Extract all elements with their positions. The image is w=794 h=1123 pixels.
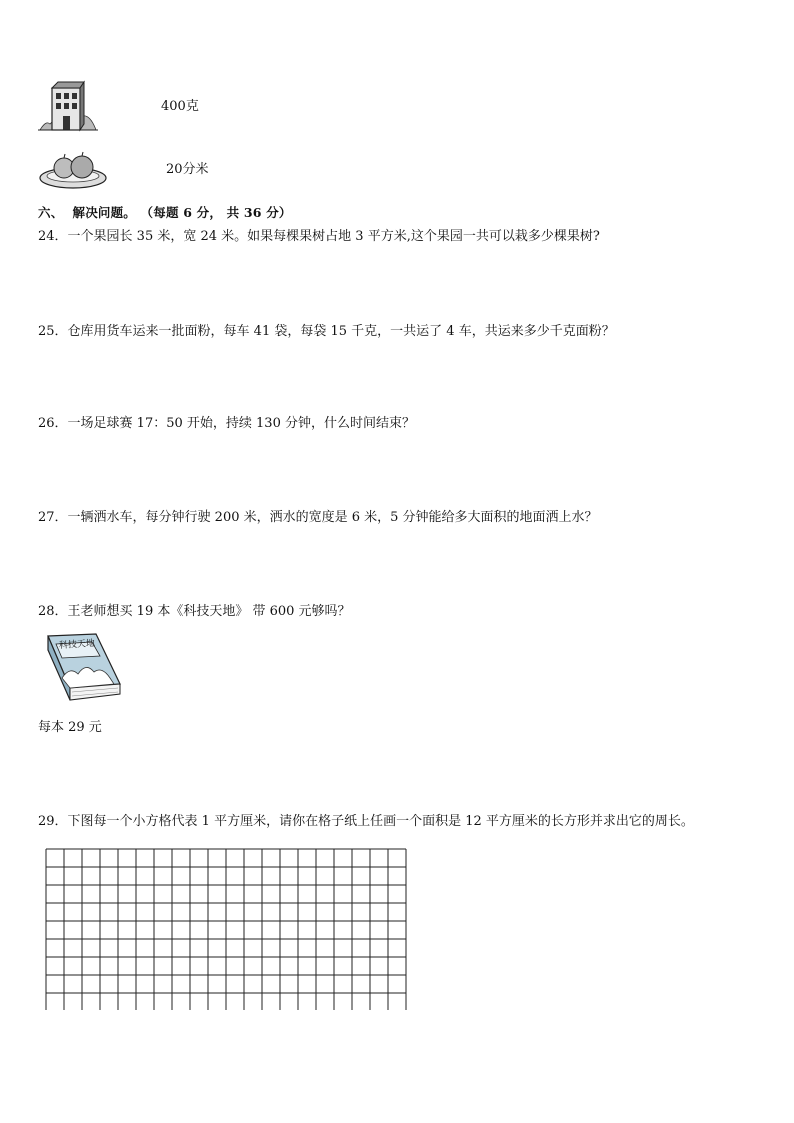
question-24: 24．一个果园长 35 米，宽 24 米。如果每棵果树占地 3 平方米,这个果园一共可以栽多少棵果树? bbox=[38, 229, 600, 244]
item-length-label: 20分米 bbox=[166, 162, 209, 177]
question-26: 26．一场足球赛 17：50 开始，持续 130 分钟，什么时间结束？ bbox=[38, 416, 415, 431]
question-25: 25．仓库用货车运来一批面粉，每车 41 袋，每袋 15 千克，一共运了 4 车，共运来多少千克面粉？ bbox=[38, 324, 615, 339]
item-weight-label: 400克 bbox=[161, 99, 199, 114]
book-picture bbox=[40, 632, 124, 704]
book-cover-title: 科技天地 bbox=[58, 638, 96, 652]
question-28: 28．王老师想买 19 本《科技天地》 带 600 元够吗？ bbox=[38, 604, 351, 619]
question-27: 27．一辆洒水车，每分钟行驶 200 米，洒水的宽度是 6 米，5 分钟能给多大面积的地面洒上水？ bbox=[38, 510, 598, 525]
building-picture bbox=[38, 80, 98, 132]
question-29: 29．下图每一个小方格代表 1 平方厘米，请你在格子纸上任画一个面积是 12 平方厘米的长方形并求出它的周长。 bbox=[38, 814, 694, 829]
grid-paper[interactable] bbox=[45, 848, 407, 1014]
book-price: 每本 29 元 bbox=[38, 720, 102, 735]
section-heading: 六、 解决问题。 （每题 6 分， 共 36 分） bbox=[38, 205, 292, 220]
fruit-plate-picture bbox=[38, 148, 108, 190]
